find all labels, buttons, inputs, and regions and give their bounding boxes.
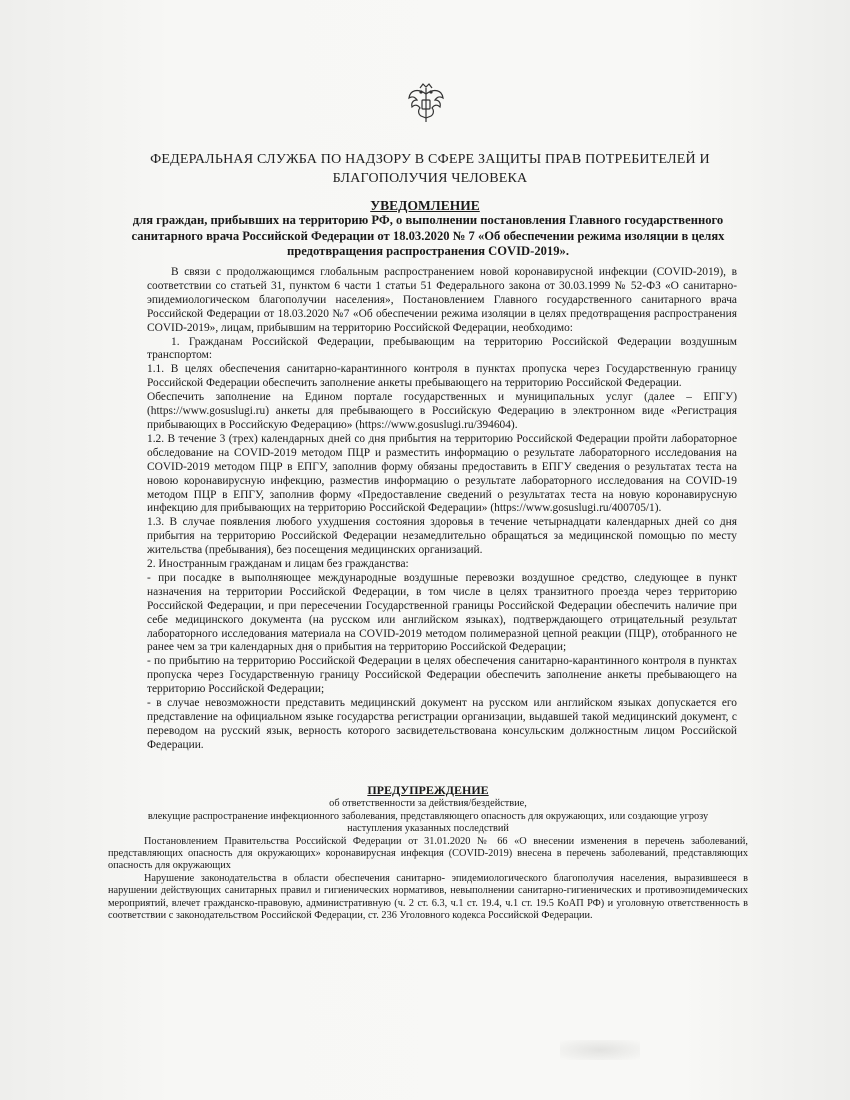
scan-smudge [560, 1040, 640, 1060]
clause-2: 2. Иностранным гражданам и лицам без гражданства: [147, 558, 409, 571]
warning-subtitle-3: наступления указанных последствий [347, 823, 509, 835]
clause-1-1: 1.1. В целях обеспечения санитарно-карантинного контроля в пунктах пропуска через Государственную границу Российской Федерации обеспечить заполнение анкеты пребывающего на территорию Российской Федерации. [147, 363, 737, 390]
notice-subtitle: для граждан, прибывших на территорию РФ, о выполнении постановления Главного государственного санитарного врача Российской Федерации от 18.03.2020 № 7 «Об обеспечении режима изоляции в целях предотвращения распространения COVID-2019». [131, 213, 725, 258]
clause-1-1-portal: Обеспечить заполнение на Едином портале государственных и муниципальных услуг (далее – ЕПГУ) (https://www.gosuslugi.ru) анкеты для пребывающего в Российскую Федерацию в электронном виде «Регистрация прибывающих в Российскую Федерацию» (https://www.gosuslugi.ru/394604). [147, 391, 737, 431]
clause-2-item-c: - в случае невозможности представить медицинский документ на русском или английском языках допускается его представление на официальном языке государства регистрации организации, выдавшей такой медицинский документ, с переводом на русский язык, верность которого засвидетельствована консульским должностным лицом Российской Федерации. [147, 697, 737, 751]
agency-header [120, 150, 740, 188]
clause-1-3: 1.3. В случае появления любого ухудшения состояния здоровья в течение четырнадцати календарных дней со дня прибытия на территорию Российской Федерации незамедлительно обращаться за медицинской помощью по месту жительства (пребывания), без посещения медицинских организаций. [147, 516, 737, 557]
coat-of-arms-emblem-icon [406, 82, 446, 126]
warning-paragraph-1: Постановлением Правительства Российской Федерации от 31.01.2020 № 66 «О внесении изменения в перечень заболеваний, представляющих опасность для окружающих» коронавирусная инфекция (COVID-2019) внесена в перечень заболеваний, представляющих опасность для окружающих [108, 835, 748, 872]
agency-line-2: БЛАГОПОЛУЧИЯ ЧЕЛОВЕКА [332, 171, 528, 186]
notice-title: УВЕДОМЛЕНИЕ [370, 198, 480, 213]
warning-paragraph-2: Нарушение законодательства в области обеспечения санитарно- эпидемиологического благополучия населения, выразившееся в нарушении действующих санитарных правил и гигиенических нормативов, невыполнении санитарно-гигиенических и противоэпидемических мероприятий, влечет гражданско-правовую, административную (ч. 2 ст. 6.3, ч.1 ст. 19.4, ч.1 ст. 19.5 КоАП РФ) и уголовную ответственность в соответствии с законодательством Российской Федерации, ст. 236 Уголовного кодекса Российской Федерации. [108, 872, 748, 922]
notice-body [147, 266, 737, 753]
clause-2-item-a: - при посадке в выполняющее международные воздушные перевозки воздушное средство, следующее в пункт назначения на территории Российской Федерации, в том числе в целях транзитного проезда через территорию Российской Федерации, и при пересечении Государственной границы Российской Федерации обеспечить наличие при себе медицинского документа (на русском или английском языках), подтверждающего отрицательный результат лабораторного исследования материала на COVID-2019 методом полимеразной цепной реакции (ПЦР), отобранного не ранее чем за три календарных дня о прибытия на территорию Российской Федерации; [147, 571, 737, 654]
clause-1: 1. Гражданам Российской Федерации, пребывающим на территорию Российской Федерации воздушным транспортом: [147, 335, 737, 362]
warning-subtitle-2: влекущие распространение инфекционного заболевания, представляющего опасность для окружающих, или создающие угрозу [147, 810, 709, 822]
intro-paragraph: В связи с продолжающимся глобальным распространением новой коронавирусной инфекции (COVID-2019), в соответствии со статьей 31, пунктом 6 части 1 статьи 51 Федерального закона от 30.03.1999 № 52-ФЗ «О санитарно-эпидемиологическом благополучии населения», Постановлением Главного государственного санитарного врача Российской Федерации от 18.03.2020 №7 «Об обеспечении режима изоляции в целях предотвращения распространения COVID-2019», лицам, прибывшим на территорию Российской Федерации, необходимо: [147, 266, 737, 334]
clause-1-2: 1.2. В течение 3 (трех) календарных дней со дня прибытия на территорию Российской Федерации пройти лабораторное обследование на COVID-2019 методом ПЦР и разместить информацию о результате лабораторного исследования на COVID-2019 методом ПЦР в ЕПГУ, заполнив форму обязаны предоставить в ЕПГУ сведения о результатах теста на новою коронавирусную инфекцию, разместив информацию о результате лабораторного исследования на COVID-19 методом ПЦР в ЕПГУ, заполнив форму «Предоставление сведений о результатах теста на новую коронавирусную инфекцию для прибывающих на территорию Российской Федерации» (https://www.gosuslugi.ru/400705/1). [147, 432, 737, 515]
agency-line-1: ФЕДЕРАЛЬНАЯ СЛУЖБА ПО НАДЗОРУ В СФЕРЕ ЗАЩИТЫ ПРАВ ПОТРЕБИТЕЛЕЙ И [150, 152, 710, 167]
warning-subtitle-1: об ответственности за действия/бездействие, [329, 798, 527, 810]
warning-section [108, 784, 748, 922]
clause-2-item-b: - по прибытию на территорию Российской Федерации в целях обеспечения санитарно-карантинного контроля в пунктах пропуска через Государственную границу Российской Федерации обеспечить заполнение анкеты пребывающего на территорию Российской Федерации; [147, 655, 737, 696]
warning-title: ПРЕДУПРЕЖДЕНИЕ [367, 783, 489, 797]
